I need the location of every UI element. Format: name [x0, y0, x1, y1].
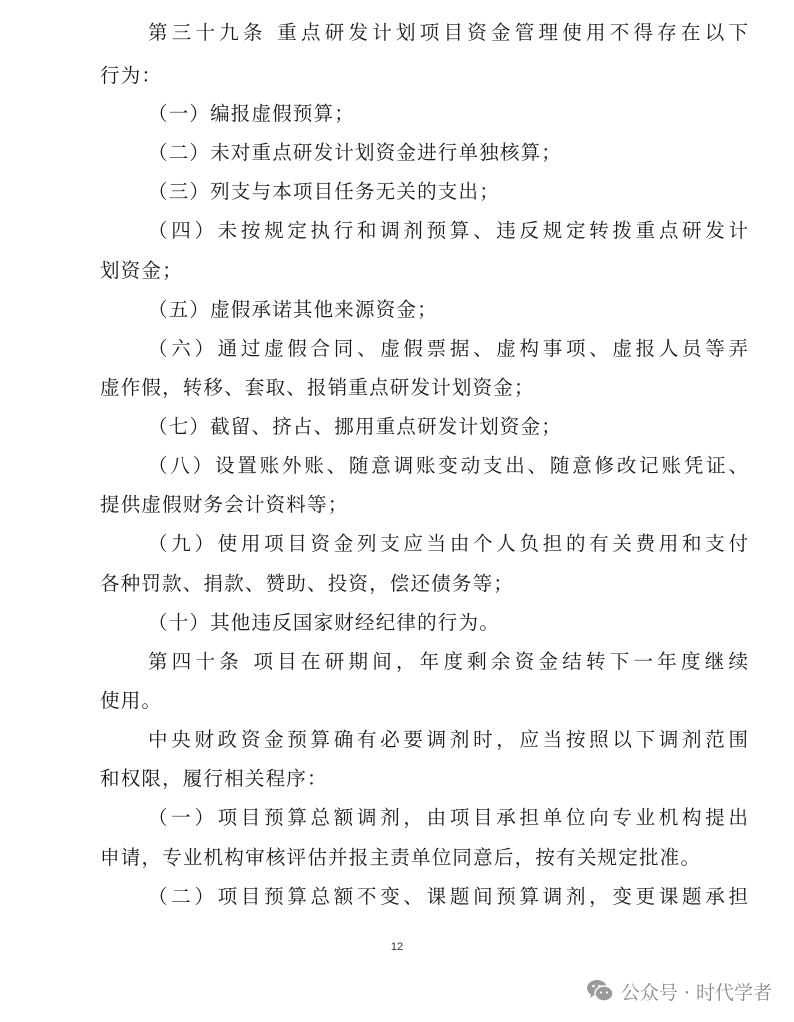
text-line: 中央财政资金预算确有必要调剂时，应当按照以下调剂范围 — [148, 728, 748, 751]
text-line: 第三十九条 重点研发计划项目资金管理使用不得存在以下 — [148, 21, 748, 44]
text-line: （七）截留、挤占、挪用重点研发计划资金； — [148, 415, 563, 438]
page-number: 12 — [390, 941, 404, 953]
text-line: 各种罚款、捐款、赞助、投资，偿还债务等； — [100, 572, 515, 595]
text-line: （二）未对重点研发计划资金进行单独核算； — [148, 141, 563, 164]
text-line: （三）列支与本项目任务无关的支出； — [148, 180, 500, 203]
watermark — [585, 976, 772, 1006]
text-line: （一）编报虚假预算； — [148, 102, 356, 125]
text-line: 虚作假，转移、套取、报销重点研发计划资金； — [100, 376, 535, 399]
text-line: （九）使用项目资金列支应当由个人负担的有关费用和支付 — [148, 532, 748, 555]
text-line: （二）项目预算总额不变、课题间预算调剂，变更课题承担 — [148, 885, 748, 908]
text-line: 使用。 — [100, 689, 163, 712]
text-line: 划资金； — [100, 259, 183, 282]
text-line: （十）其他违反国家财经纪律的行为。 — [148, 611, 500, 634]
text-line: 申请，专业机构审核评估并报主责单位同意后，按有关规定批准。 — [100, 846, 700, 869]
text-line: （一）项目预算总额调剂，由项目承担单位向专业机构提出 — [148, 806, 748, 829]
watermark-text: 公众号 · 时代学者 — [620, 981, 772, 1004]
text-line: 和权限，履行相关程序： — [100, 767, 328, 790]
text-line: （四）未按规定执行和调剂预算、违反规定转拨重点研发计 — [148, 219, 748, 242]
wechat-icon — [585, 978, 615, 1004]
text-line: 第四十条 项目在研期间，年度剩余资金结转下一年度继续 — [148, 650, 748, 673]
text-line: （六）通过虚假合同、虚假票据、虚构事项、虚报人员等弄 — [148, 337, 748, 360]
text-line: （五）虚假承诺其他来源资金； — [148, 298, 438, 321]
text-line: 提供虚假财务会计资料等； — [100, 493, 349, 516]
text-line: 行为： — [100, 64, 163, 87]
text-line: （八）设置账外账、随意调账变动支出、随意修改记账凭证、 — [148, 454, 748, 477]
